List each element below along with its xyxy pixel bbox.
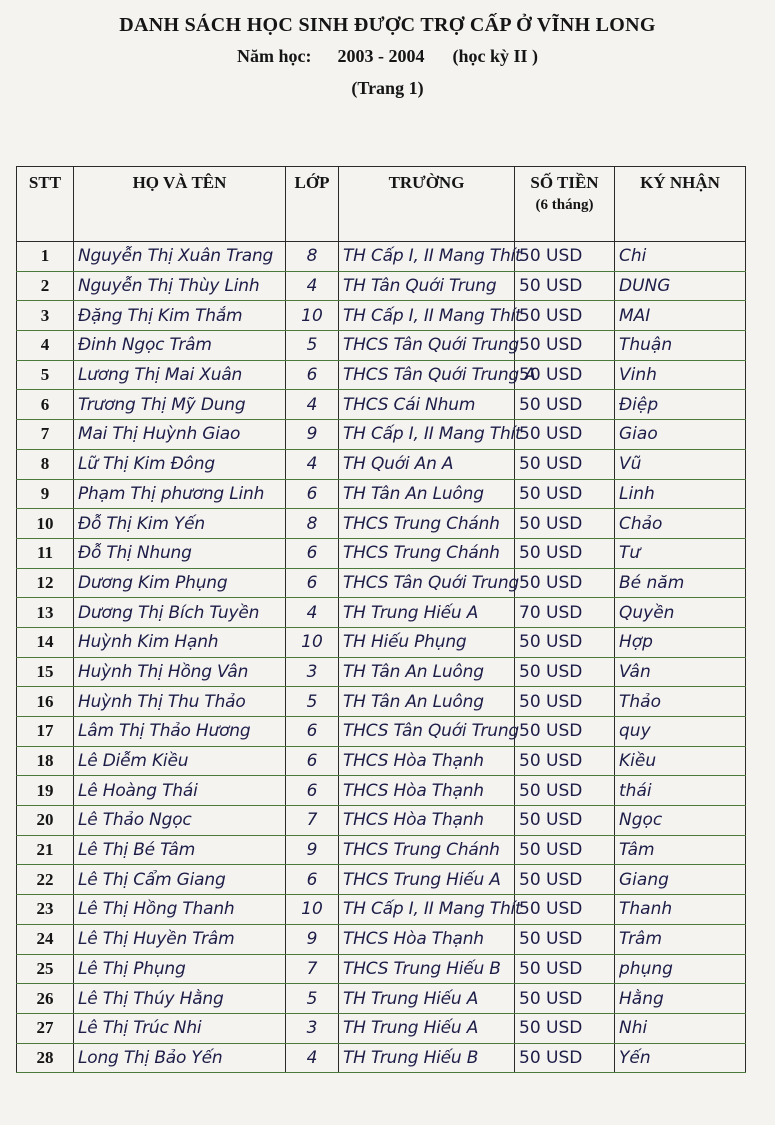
table-row <box>17 509 746 539</box>
row-amount: 50 USD <box>515 865 615 895</box>
school-year-range: 2003 - 2004 <box>337 46 425 66</box>
row-amount: 50 USD <box>515 479 615 509</box>
row-amount: 50 USD <box>515 301 615 331</box>
row-stt: 17 <box>17 717 74 747</box>
row-signature: DUNG <box>615 271 746 301</box>
row-signature: Kiều <box>615 746 746 776</box>
row-stt: 2 <box>17 271 74 301</box>
row-stt: 5 <box>17 360 74 390</box>
row-student-name: Lê Thị Phụng <box>74 954 286 984</box>
row-student-name: Mai Thị Huỳnh Giao <box>74 420 286 450</box>
row-signature: Hợp <box>615 627 746 657</box>
row-signature: Yến <box>615 1043 746 1073</box>
row-school: TH Trung Hiếu A <box>339 984 515 1014</box>
row-amount: 50 USD <box>515 776 615 806</box>
student-table <box>16 166 746 1073</box>
table-row <box>17 301 746 331</box>
row-amount: 50 USD <box>515 657 615 687</box>
row-student-name: Lê Thảo Ngọc <box>74 806 286 836</box>
row-signature: Chi <box>615 242 746 272</box>
col-header-amount-label: SỐ TIỀN <box>530 173 599 192</box>
row-class: 3 <box>286 1013 339 1043</box>
row-signature: Giao <box>615 420 746 450</box>
row-stt: 28 <box>17 1043 74 1073</box>
row-amount: 50 USD <box>515 746 615 776</box>
table-row <box>17 984 746 1014</box>
row-school: TH Trung Hiếu A <box>339 1013 515 1043</box>
table-row <box>17 360 746 390</box>
row-school: THCS Cái Nhum <box>339 390 515 420</box>
row-amount: 50 USD <box>515 687 615 717</box>
row-student-name: Lê Diễm Kiều <box>74 746 286 776</box>
row-student-name: Lê Hoàng Thái <box>74 776 286 806</box>
row-class: 10 <box>286 301 339 331</box>
row-student-name: Huỳnh Thị Hồng Vân <box>74 657 286 687</box>
row-signature: phụng <box>615 954 746 984</box>
row-stt: 18 <box>17 746 74 776</box>
row-school: TH Tân An Luông <box>339 687 515 717</box>
table-row <box>17 746 746 776</box>
table-row <box>17 390 746 420</box>
row-amount: 50 USD <box>515 895 615 925</box>
row-amount: 50 USD <box>515 627 615 657</box>
row-amount: 50 USD <box>515 954 615 984</box>
row-stt: 19 <box>17 776 74 806</box>
col-header-amount-sub: (6 tháng) <box>535 197 594 213</box>
table-row <box>17 449 746 479</box>
row-amount: 70 USD <box>515 598 615 628</box>
row-signature: Thảo <box>615 687 746 717</box>
row-class: 4 <box>286 449 339 479</box>
table-header-row <box>17 167 746 242</box>
row-class: 7 <box>286 806 339 836</box>
row-class: 8 <box>286 509 339 539</box>
table-row <box>17 835 746 865</box>
row-class: 6 <box>286 568 339 598</box>
row-school: TH Hiếu Phụng <box>339 627 515 657</box>
row-school: THCS Hòa Thạnh <box>339 806 515 836</box>
row-amount: 50 USD <box>515 1013 615 1043</box>
row-stt: 25 <box>17 954 74 984</box>
table-row <box>17 420 746 450</box>
row-signature: Giang <box>615 865 746 895</box>
school-year-label: Năm học: <box>236 46 312 66</box>
row-amount: 50 USD <box>515 271 615 301</box>
row-school: TH Trung Hiếu B <box>339 1043 515 1073</box>
row-amount: 50 USD <box>515 835 615 865</box>
table-row <box>17 954 746 984</box>
table-row <box>17 806 746 836</box>
row-class: 5 <box>286 984 339 1014</box>
row-school: TH Tân An Luông <box>339 657 515 687</box>
row-student-name: Phạm Thị phương Linh <box>74 479 286 509</box>
row-signature: MAI <box>615 301 746 331</box>
row-signature: Ngọc <box>615 806 746 836</box>
row-amount: 50 USD <box>515 420 615 450</box>
row-stt: 14 <box>17 627 74 657</box>
row-student-name: Long Thị Bảo Yến <box>74 1043 286 1073</box>
row-signature: Tâm <box>615 835 746 865</box>
row-stt: 22 <box>17 865 74 895</box>
row-signature: Điệp <box>615 390 746 420</box>
row-signature: Hằng <box>615 984 746 1014</box>
row-student-name: Đỗ Thị Nhung <box>74 538 286 568</box>
row-school: THCS Hòa Thạnh <box>339 746 515 776</box>
row-amount: 50 USD <box>515 242 615 272</box>
row-stt: 23 <box>17 895 74 925</box>
row-amount: 50 USD <box>515 717 615 747</box>
col-header-signature: KÝ NHẬN <box>615 167 746 242</box>
table-row <box>17 924 746 954</box>
row-amount: 50 USD <box>515 390 615 420</box>
table-row <box>17 687 746 717</box>
row-school: THCS Tân Quới Trung <box>339 568 515 598</box>
row-class: 6 <box>286 717 339 747</box>
row-student-name: Lê Thị Hồng Thanh <box>74 895 286 925</box>
row-class: 3 <box>286 657 339 687</box>
row-class: 6 <box>286 538 339 568</box>
row-signature: Thanh <box>615 895 746 925</box>
row-stt: 13 <box>17 598 74 628</box>
row-class: 10 <box>286 627 339 657</box>
row-signature: thái <box>615 776 746 806</box>
row-signature: quy <box>615 717 746 747</box>
row-amount: 50 USD <box>515 568 615 598</box>
row-stt: 6 <box>17 390 74 420</box>
row-school: THCS Tân Quới Trung <box>339 331 515 361</box>
row-class: 6 <box>286 746 339 776</box>
row-student-name: Lâm Thị Thảo Hương <box>74 717 286 747</box>
row-school: TH Cấp I, II Mang Thít <box>339 301 515 331</box>
row-signature: Vinh <box>615 360 746 390</box>
table-row <box>17 271 746 301</box>
row-amount: 50 USD <box>515 331 615 361</box>
row-school: THCS Hòa Thạnh <box>339 776 515 806</box>
row-school: THCS Trung Chánh <box>339 835 515 865</box>
col-header-name: HỌ VÀ TÊN <box>74 167 286 242</box>
table-row <box>17 776 746 806</box>
row-student-name: Đinh Ngọc Trâm <box>74 331 286 361</box>
row-school: TH Tân Quới Trung <box>339 271 515 301</box>
row-student-name: Lê Thị Trúc Nhi <box>74 1013 286 1043</box>
row-signature: Quyền <box>615 598 746 628</box>
row-stt: 10 <box>17 509 74 539</box>
col-header-stt: STT <box>17 167 74 242</box>
row-stt: 24 <box>17 924 74 954</box>
row-school: THCS Tân Quới Trung A <box>339 360 515 390</box>
row-student-name: Lê Thị Huyền Trâm <box>74 924 286 954</box>
row-stt: 27 <box>17 1013 74 1043</box>
table-row <box>17 538 746 568</box>
row-amount: 50 USD <box>515 449 615 479</box>
row-class: 4 <box>286 598 339 628</box>
table-row <box>17 865 746 895</box>
row-amount: 50 USD <box>515 984 615 1014</box>
row-student-name: Dương Kim Phụng <box>74 568 286 598</box>
row-stt: 9 <box>17 479 74 509</box>
school-year-line <box>0 46 775 67</box>
page-label: (Trang 1) <box>351 78 424 98</box>
row-signature: Vân <box>615 657 746 687</box>
row-class: 7 <box>286 954 339 984</box>
row-school: THCS Trung Chánh <box>339 509 515 539</box>
row-student-name: Lê Thị Cẩm Giang <box>74 865 286 895</box>
table-row <box>17 657 746 687</box>
table-row <box>17 242 746 272</box>
col-header-school: TRƯỜNG <box>339 167 515 242</box>
term-label: (học kỳ II ) <box>452 46 538 66</box>
row-stt: 15 <box>17 657 74 687</box>
row-school: THCS Tân Quới Trung <box>339 717 515 747</box>
row-stt: 1 <box>17 242 74 272</box>
row-school: THCS Trung Hiếu A <box>339 865 515 895</box>
row-signature: Thuận <box>615 331 746 361</box>
row-class: 4 <box>286 390 339 420</box>
table-row <box>17 479 746 509</box>
row-signature: Nhi <box>615 1013 746 1043</box>
row-student-name: Huỳnh Thị Thu Thảo <box>74 687 286 717</box>
row-school: THCS Trung Hiếu B <box>339 954 515 984</box>
row-stt: 8 <box>17 449 74 479</box>
row-signature: Vũ <box>615 449 746 479</box>
row-amount: 50 USD <box>515 806 615 836</box>
row-signature: Linh <box>615 479 746 509</box>
row-class: 5 <box>286 331 339 361</box>
row-amount: 50 USD <box>515 509 615 539</box>
row-school: TH Tân An Luông <box>339 479 515 509</box>
document-title: DANH SÁCH HỌC SINH ĐƯỢC TRỢ CẤP Ở VĨNH LONG <box>119 14 656 36</box>
row-class: 6 <box>286 479 339 509</box>
table-row <box>17 331 746 361</box>
row-student-name: Dương Thị Bích Tuyền <box>74 598 286 628</box>
row-stt: 3 <box>17 301 74 331</box>
col-header-amount <box>515 167 615 242</box>
row-school: TH Quới An A <box>339 449 515 479</box>
table-row <box>17 568 746 598</box>
table-row <box>17 717 746 747</box>
row-student-name: Đặng Thị Kim Thắm <box>74 301 286 331</box>
row-class: 5 <box>286 687 339 717</box>
row-student-name: Lê Thị Thúy Hằng <box>74 984 286 1014</box>
row-stt: 12 <box>17 568 74 598</box>
row-school: TH Trung Hiếu A <box>339 598 515 628</box>
row-signature: Tư <box>615 538 746 568</box>
row-class: 6 <box>286 360 339 390</box>
table-row <box>17 895 746 925</box>
row-student-name: Trương Thị Mỹ Dung <box>74 390 286 420</box>
row-class: 8 <box>286 242 339 272</box>
row-stt: 11 <box>17 538 74 568</box>
table-row <box>17 1043 746 1073</box>
row-class: 9 <box>286 924 339 954</box>
row-amount: 50 USD <box>515 360 615 390</box>
row-signature: Chảo <box>615 509 746 539</box>
col-header-class: LỚP <box>286 167 339 242</box>
row-stt: 26 <box>17 984 74 1014</box>
row-amount: 50 USD <box>515 538 615 568</box>
row-stt: 7 <box>17 420 74 450</box>
row-school: TH Cấp I, II Mang Thít <box>339 420 515 450</box>
table-row <box>17 627 746 657</box>
row-amount: 50 USD <box>515 924 615 954</box>
row-class: 10 <box>286 895 339 925</box>
row-student-name: Lữ Thị Kim Đông <box>74 449 286 479</box>
row-class: 6 <box>286 865 339 895</box>
row-school: THCS Hòa Thạnh <box>339 924 515 954</box>
row-student-name: Lê Thị Bé Tâm <box>74 835 286 865</box>
table-row <box>17 1013 746 1043</box>
row-student-name: Huỳnh Kim Hạnh <box>74 627 286 657</box>
row-class: 6 <box>286 776 339 806</box>
row-amount: 50 USD <box>515 1043 615 1073</box>
row-stt: 20 <box>17 806 74 836</box>
row-stt: 16 <box>17 687 74 717</box>
row-school: TH Cấp I, II Mang Thít <box>339 242 515 272</box>
row-signature: Trâm <box>615 924 746 954</box>
row-stt: 21 <box>17 835 74 865</box>
row-school: TH Cấp I, II Mang Thít <box>339 895 515 925</box>
row-school: THCS Trung Chánh <box>339 538 515 568</box>
row-stt: 4 <box>17 331 74 361</box>
row-class: 4 <box>286 1043 339 1073</box>
row-class: 9 <box>286 420 339 450</box>
row-signature: Bé năm <box>615 568 746 598</box>
row-student-name: Nguyễn Thị Xuân Trang <box>74 242 286 272</box>
row-student-name: Đỗ Thị Kim Yến <box>74 509 286 539</box>
row-student-name: Nguyễn Thị Thùy Linh <box>74 271 286 301</box>
row-class: 9 <box>286 835 339 865</box>
row-student-name: Lương Thị Mai Xuân <box>74 360 286 390</box>
row-class: 4 <box>286 271 339 301</box>
table-row <box>17 598 746 628</box>
